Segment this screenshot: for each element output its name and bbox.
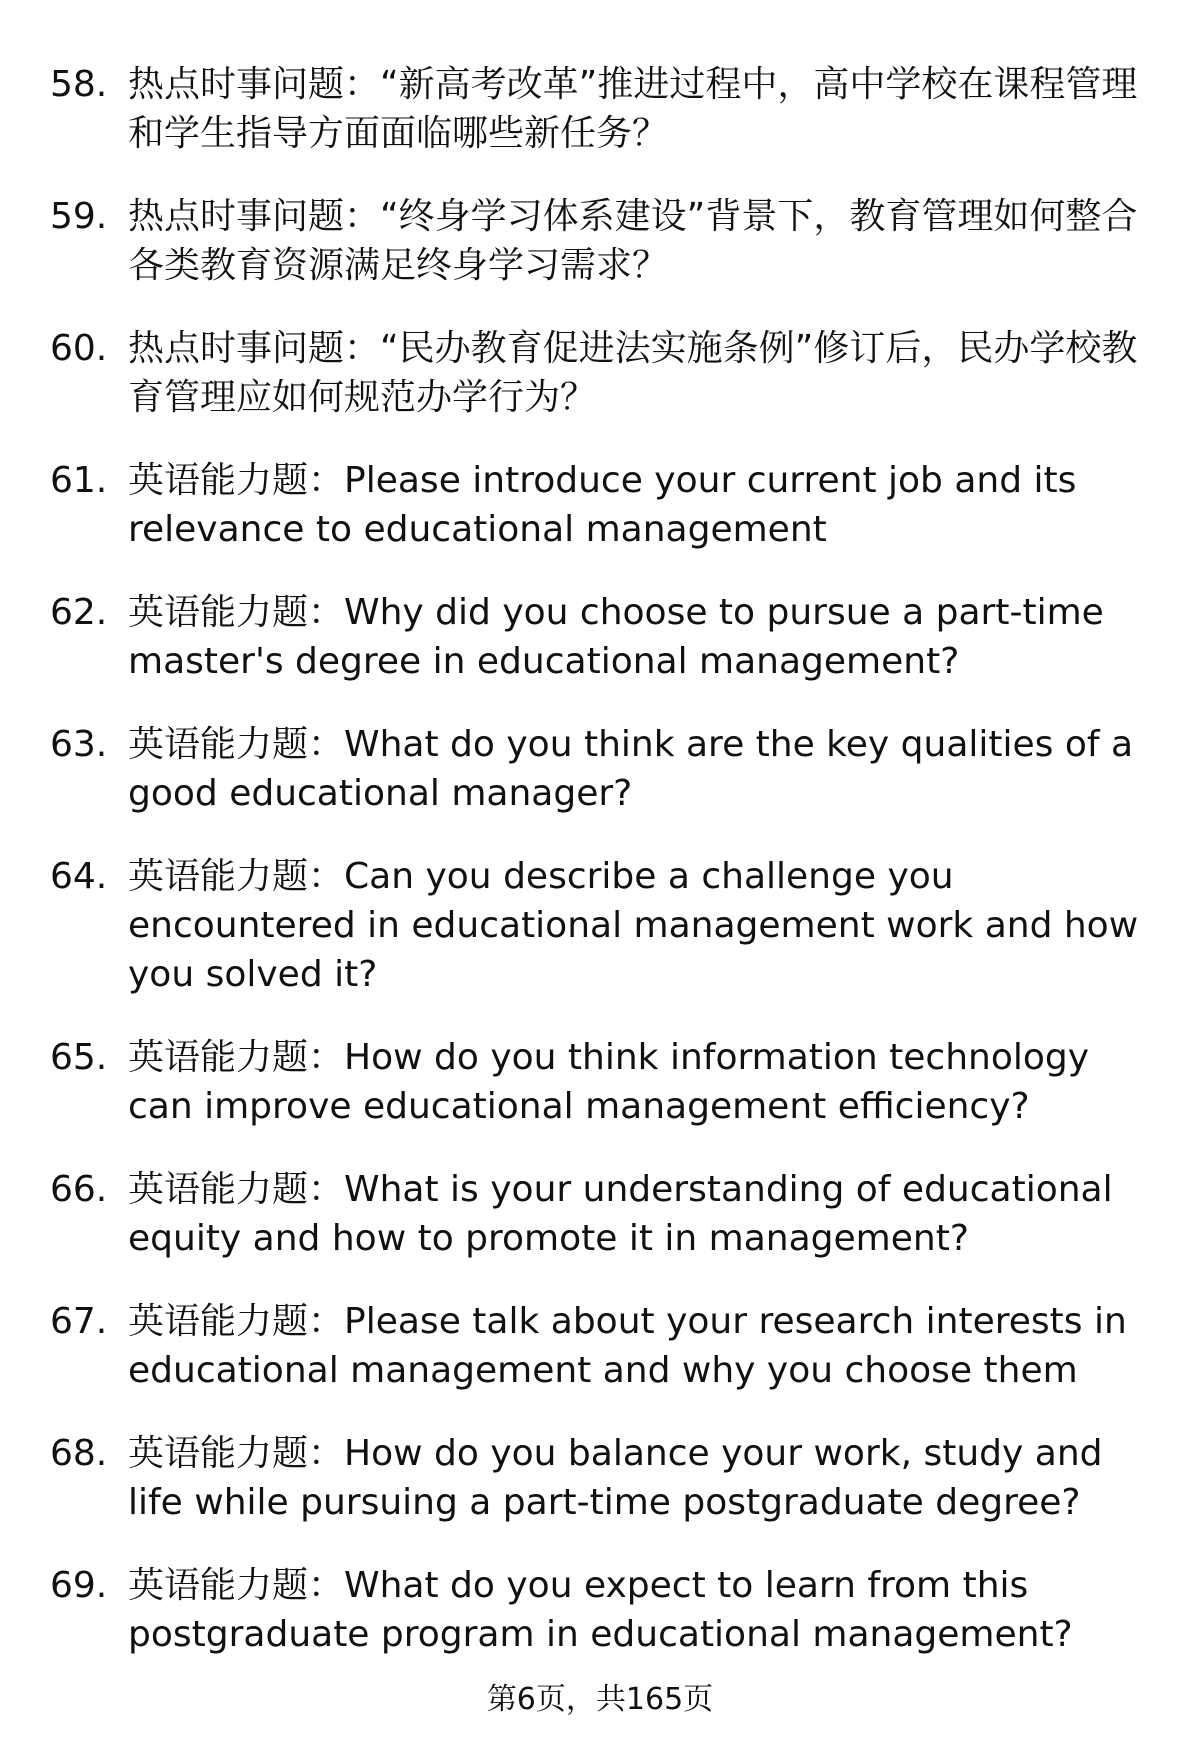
question-text-block (128, 1165, 1140, 1263)
question-category: 热点时事问题： (128, 328, 381, 369)
question-category: 英语能力题： (128, 592, 345, 633)
question-number: 64. (50, 856, 108, 897)
question-category: 英语能力题： (128, 1565, 345, 1606)
question-category: 英语能力题： (128, 1169, 345, 1210)
page-number-footer: 第6页，共165页 (486, 1682, 714, 1717)
question-text-block (128, 1297, 1140, 1395)
question-text-block (128, 1033, 1140, 1131)
question-category: 英语能力题： (128, 1301, 345, 1342)
question-text-block (128, 1429, 1140, 1527)
question-text-block (128, 588, 1140, 686)
question-text: Please introduce your current job and its relevance to educational management (128, 460, 1077, 550)
question-item (50, 1165, 1140, 1263)
question-text: “民办教育促进法实施条例”修订后，民办学校教育管理应如何规范办学行为？ (128, 328, 1138, 418)
question-category: 英语能力题： (128, 1433, 345, 1474)
question-text: “终身学习体系建设”背景下，教育管理如何整合各类教育资源满足终身学习需求？ (128, 196, 1138, 286)
question-text: “新高考改革”推进过程中，高中学校在课程管理和学生指导方面面临哪些新任务？ (128, 64, 1138, 154)
question-number: 63. (50, 724, 108, 765)
question-number: 68. (50, 1433, 108, 1474)
question-text-block (128, 1561, 1140, 1659)
question-number: 60. (50, 328, 108, 369)
question-text-block (128, 720, 1140, 818)
question-text: How do you balance your work, study and life while pursuing a part-time postgraduate degree? (128, 1433, 1103, 1523)
question-text-block (128, 456, 1140, 554)
question-item (50, 192, 1140, 290)
question-item (50, 720, 1140, 818)
question-category: 英语能力题： (128, 724, 345, 765)
question-text: What is your understanding of educational equity and how to promote it in management? (128, 1169, 1113, 1259)
question-number: 61. (50, 460, 108, 501)
question-text: How do you think information technology can improve educational management efficiency? (128, 1037, 1090, 1127)
question-text-block (128, 60, 1140, 158)
question-category: 热点时事问题： (128, 196, 381, 237)
question-category: 英语能力题： (128, 856, 345, 897)
question-list (50, 60, 1140, 1659)
question-number: 65. (50, 1037, 108, 1078)
question-item (50, 1297, 1140, 1395)
question-number: 59. (50, 196, 108, 237)
question-category: 英语能力题： (128, 1037, 345, 1078)
question-number: 62. (50, 592, 108, 633)
question-item (50, 456, 1140, 554)
question-text: What do you think are the key qualities of a good educational manager? (128, 724, 1134, 814)
question-text-block (128, 852, 1140, 999)
question-category: 英语能力题： (128, 460, 345, 501)
question-item (50, 588, 1140, 686)
question-item (50, 1561, 1140, 1659)
question-item (50, 1033, 1140, 1131)
question-text: Why did you choose to pursue a part-time master's degree in educational management? (128, 592, 1104, 682)
question-text-block (128, 192, 1140, 290)
question-text: Please talk about your research interests in educational management and why you choose them (128, 1301, 1127, 1391)
question-number: 58. (50, 64, 108, 105)
question-item (50, 1429, 1140, 1527)
question-number: 66. (50, 1169, 108, 1210)
question-number: 67. (50, 1301, 108, 1342)
question-text: Can you describe a challenge you encountered in educational management work and how you solved it? (128, 856, 1139, 995)
question-text-block (128, 324, 1140, 422)
question-text: What do you expect to learn from this postgraduate program in educational management? (128, 1565, 1073, 1655)
question-item (50, 852, 1140, 999)
question-item (50, 324, 1140, 422)
question-category: 热点时事问题： (128, 64, 381, 105)
question-item (50, 60, 1140, 158)
question-number: 69. (50, 1565, 108, 1606)
